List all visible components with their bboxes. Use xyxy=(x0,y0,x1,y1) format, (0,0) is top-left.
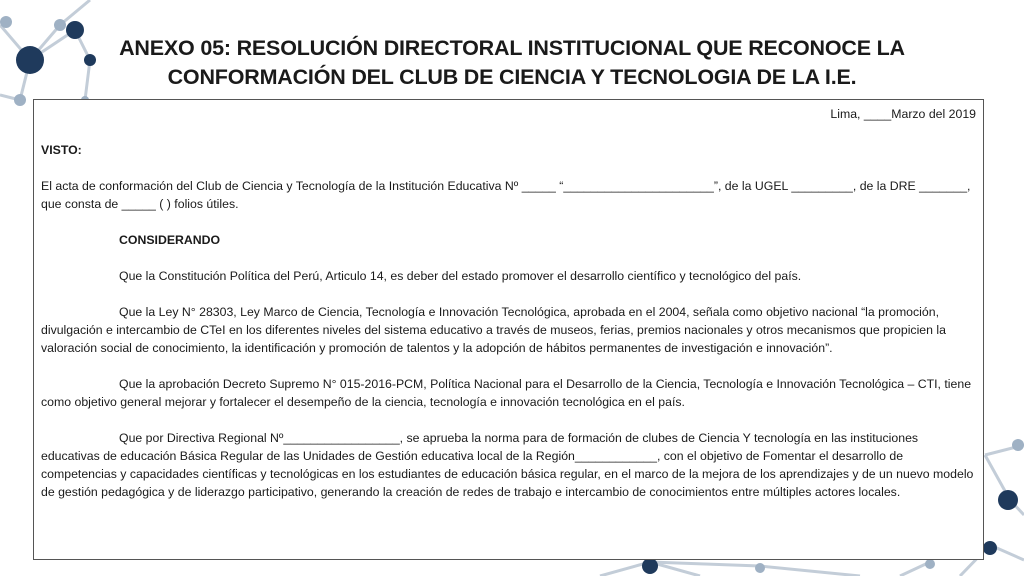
paragraph-constitucion: Que la Constitución Política del Perú, Articulo 14, es deber del estado promover el desarrollo científico y tecnológico del país. xyxy=(119,269,802,283)
title-line-2: CONFORMACIÓN DEL CLUB DE CIENCIA Y TECNOLOGIA DE LA I.E. xyxy=(167,65,857,89)
page-title xyxy=(40,34,984,92)
considerando-heading: CONSIDERANDO xyxy=(119,233,221,247)
paragraph-decreto-supremo: Que la aprobación Decreto Supremo N° 015-2016-PCM, Política Nacional para el Desarrollo de la Ciencia, Tecnología e Innovación Tecnológica – CTI, tiene como objetivo general mejorar y fortalecer el desempeño de la ciencia, tecnología e innovación tecnológica en el país. xyxy=(41,377,972,409)
paragraph-ley-28303: Que la Ley N° 28303, Ley Marco de Ciencia, Tecnología e Innovación Tecnológica, aprobada en el 2004, señala como objetivo nacional “la promoción, divulgación e intercambio de CTeI en los diferentes niveles del sistema educativo a través de museos, ferias, premios nacionales y otros mecanismos que propicien la valoración social de conocimiento, la identificación y promoción de talentos y la adopción de hábitos permanentes de investigación e innovación”. xyxy=(41,305,946,355)
document-frame xyxy=(33,99,984,560)
visto-heading: VISTO: xyxy=(41,143,82,157)
visto-text: El acta de conformación del Club de Ciencia y Tecnología de la Institución Educativa Nº _____ “______________________”, de la UGEL _________, de la DRE _______, que consta de _____ ( ) folios útiles. xyxy=(41,179,971,211)
document-date: Lima, ____Marzo del 2019 xyxy=(830,107,976,121)
title-line-1: ANEXO 05: RESOLUCIÓN DIRECTORAL INSTITUCIONAL QUE RECONOCE LA xyxy=(119,36,905,60)
paragraph-directiva-regional: Que por Directiva Regional Nº_________________, se aprueba la norma para de formación de clubes de Ciencia Y tecnología en las instituciones educativas de educación Básica Regular de las Unidades de Gestión educativa local de la Región____________, con el objetivo de Fomentar el desarrollo de competencias y capacidades científicas y tecnológicas en los estudiantes de educación básica regular, en el marco de la mejora de los aprendizajes y de un nuevo modelo de gestión pedagógica y de liderazgo participativo, generando la creación de redes de trabajo e intercambio de conocimientos entre múltiples actores locales. xyxy=(41,431,974,499)
